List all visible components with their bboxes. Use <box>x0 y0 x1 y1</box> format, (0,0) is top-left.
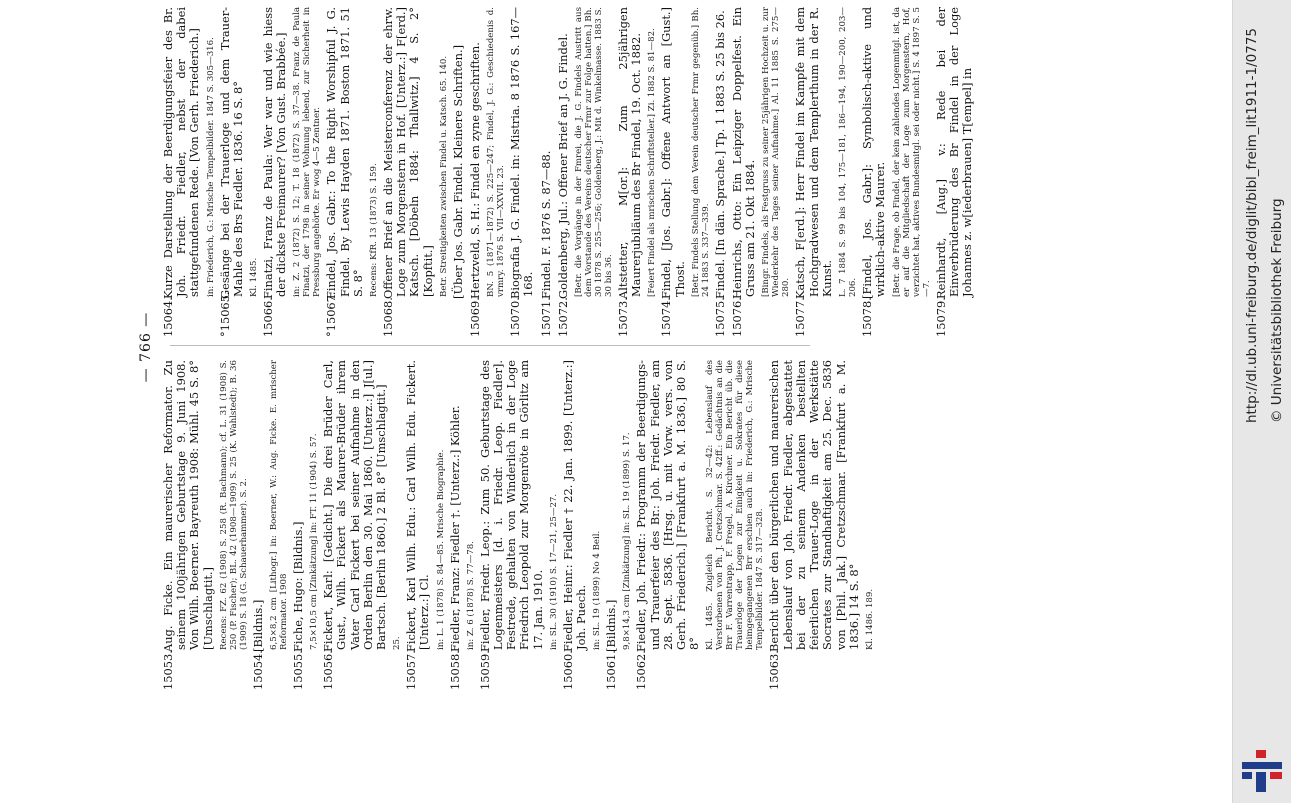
bibliography-entry <box>540 7 553 337</box>
entry-text: Findel. F. 1876 S. 87—88. <box>538 150 553 299</box>
entry-text: Katsch, F[erd.]: Herr Findel im Kampfe mit dem Hochgradwesen und dem Templerthum in der R. Kunst. <box>793 7 834 299</box>
entry-number: 15078. <box>860 297 875 337</box>
entry-note: L. 7 1884 S. 99 bis 104, 175—181, 186—194, 190—200, 203—206. <box>838 7 859 297</box>
entry-text: Kurze Darstellung der Beerdigungsfeier des Br. Joh. Friedr. Fiedler, nebst der dabei stattgefundenen Rede. [Von Gerh. Friederich.] <box>161 7 202 299</box>
entry-note: 7,5×10,5 cm [Zinkätzung] in: FT. 11 (1904) S. 57. <box>309 433 320 650</box>
entry-number: 15077. <box>793 297 808 337</box>
bibliography-entry <box>605 360 618 690</box>
entry-note: [Bingr. Findels, als Festgruss zu seiner 25jährigen Hochzeit u. zur Wiederkehr des Tages seiner Aufnahme.] Al. 11 1885 S. 275—280. <box>761 7 792 297</box>
bibliography-entry <box>557 7 570 337</box>
viewer-sidebar <box>1232 0 1291 803</box>
entry-note: in: SL. 19 (1899) No 4 Beil. <box>592 530 603 650</box>
entry-text: Fiedler, Heinr.: Fiedler † 22. Jan. 1899. [Unterz.:] Joh. Puech. <box>560 360 589 652</box>
bibliography-entry <box>162 360 215 690</box>
entry-number: 15070. <box>508 297 523 337</box>
entry-number: 15066. <box>261 297 276 337</box>
entry-text: Finatzi, Franz de Paula: Wer war und wie hiess der dickste Freimaurer? [Von Gust. Brabbée.] <box>261 7 289 299</box>
entry-text: [Bildnis.] <box>250 599 265 652</box>
bibliography-entry <box>469 7 482 337</box>
entry-text: Aug. Ficke. Ein maurerischer Reformator. Zu seinem 100jährigen Geburtstage 9. Juni 1908. Von Wilh. Boerner. Bayreuth 1908: Mühl. 45 S. 8° [Umschlagtit.] <box>161 360 215 652</box>
entry-note: Recens: KfR. 13 (1873) S. 159. <box>369 163 380 297</box>
entry-number: 15064. <box>161 297 175 337</box>
entry-number: 15062. <box>634 650 649 690</box>
bibliography-entry <box>452 7 465 337</box>
entry-note: BN. 5 (1871—1872) S. 225—247; Findel, J. G.: Geschiedenis d. vrmry. 1876 S. VII—XXVII. 23. <box>486 7 507 297</box>
bibliography-entry <box>617 7 643 337</box>
entry-text: Fickert, Karl: [Gedicht.] Die drei Brüder Carl, Gust., Wilh. Fickert als Maurer-Brüder ihrem Vater Carl Fickert bei seiner Aufnahme in den Orden Berlin den 30. Mai 1860. [Unterz.:] J[ul.] Bartsch. [Berlin 1860.] 2 Bl. 8° [Umschlagtit.] <box>321 360 389 652</box>
entry-number: 15060. <box>560 650 575 690</box>
entry-note: 6,5×8,2 cm [Lithogr.] in: Boerner, W.: Aug. Ficke. E. mrischer Reformator. 1908 <box>269 360 290 650</box>
entry-text: Fickert, Karl Wilh. Edu.: Carl Wilh. Edu. Fickert. [Unterz.:] Cl. <box>404 360 432 652</box>
entry-number: 15076. <box>730 297 745 337</box>
entry-number: °15067. <box>324 291 339 337</box>
entry-note: 9,8×14,3 cm [Zinkätzung] in: SL. 19 (1899) S. 17. <box>622 432 633 650</box>
bibliography-entry <box>405 360 431 690</box>
bibliography-entry <box>162 7 202 337</box>
bibliography-entry <box>252 360 265 690</box>
entry-text: Reinhardt, [Aug.] v.: Rede bei der Einverbrüderung des Br Findel in der Loge Johannes z. w[iederbrauen] T[empel] in <box>933 7 974 299</box>
entry-note: in: SL. 30 (1910) S. 17—21, 25—27. <box>548 493 559 650</box>
bibliography-entry <box>714 7 727 337</box>
entry-number: 15072. <box>555 297 570 337</box>
bibliography-entry <box>731 7 757 337</box>
copyright-notice: © Universitätsbibliothek Freiburg <box>1269 198 1285 423</box>
entry-number: 15075. <box>712 297 727 337</box>
bibliography-entry <box>479 360 545 690</box>
entry-text: Bericht über den bürgerlichen und maurerischen Lebenslauf von Joh. Friedr. Fiedler, abgestattet bei der zu seinem Andenken bestellten feierlichen Trauer-Loge in der Werkstätte Socrates zur Standhaftigkeit am 25. Dec. 5836 von [Phil. Jak.] Cretzschmar. [Frankfurt a. M. 1836.] 14 S. 8° <box>767 360 861 652</box>
entry-number: 15059. <box>477 650 492 690</box>
bibliography-entry <box>219 7 245 337</box>
entry-number: 15079. <box>933 297 948 337</box>
entry-number: 15058. <box>447 650 462 690</box>
entry-text: Biografia J. G. Findel. in: Mistria. 8 1876 S. 167—168. <box>508 7 536 299</box>
bibliography-entry <box>768 360 860 690</box>
entry-note: Kl. 1486. 189. <box>864 588 875 650</box>
bibliography-entry <box>382 7 435 337</box>
ub-logo-icon <box>1240 748 1284 794</box>
entry-text: Gesänge bei der Trauerloge und dem Trauer-Mahle des Brs Fiedler. 1836. 16 S. 8° <box>217 7 245 299</box>
bibliography-entry <box>660 7 686 337</box>
bibliography-entry <box>562 360 588 690</box>
entry-number: 15063. <box>767 650 782 690</box>
entry-text: Fiche, Hugo: [Bildnis.] <box>291 521 306 652</box>
bibliography-entry <box>509 7 535 337</box>
entry-text: [Bildnis.] <box>604 599 619 652</box>
entry-text: Findel. [In dän. Sprache.] Tp. 1 1883 S. 25 bis 26. <box>712 10 727 299</box>
rotated-page-content <box>120 0 1220 702</box>
entry-note: in: L. 1 (1878) S. 84—85. Mrische Biographie. <box>435 449 446 650</box>
entry-text: Offener Brief an die Meisterconferenz der ehrw. Loge zum Morgenstern in Hof. [Unterz.:] F[erd.] Katsch. [Döbeln 1884: Thallwitz.] 4 S. 2° [Kopftit.] <box>381 7 435 299</box>
source-url[interactable]: http://dl.ub.uni-freiburg.de/diglit/bibl_freim_lit1911-1/0775 <box>1244 27 1260 423</box>
entry-text: Fiedler, Franz: Fiedler †. [Unterz.:] Köhler. <box>447 405 462 652</box>
page-number: — 766 — <box>138 311 154 383</box>
entry-number: 15069. <box>468 297 483 337</box>
entry-note: [Betr. die Frage, ob Findel, der kein zahlendes Logenmitgl. ist, da er auf die Mitgliedschaft der Loge zum Morgenstern, Hof, verzichtet hat, aktives Bundesmitgl. sei oder nicht.] S. 4 1897 S. 5—7. <box>891 7 932 297</box>
entry-number: 15071. <box>538 297 553 337</box>
entry-note: in: Friederich, G.: Mrische Tempelbilder. 1847 S. 305—316. <box>205 37 216 297</box>
bibliography-entry <box>292 360 305 690</box>
entry-text: Findel, [Jos. Gabr.]: Offene Antwort an [Gust.] Thost. <box>659 7 687 299</box>
entry-text: Goldenberg, Jul.: Offener Brief an J. G. Findel. <box>555 33 570 299</box>
bibliography-entry <box>635 360 701 690</box>
bibliography-entry <box>861 7 887 337</box>
entry-number: 15061. <box>604 650 619 690</box>
entry-text: Fiedler, Friedr. Leop.: Zum 50. Geburtstage des Logenmeisters [d. i. Friedr. Leop. Fiedler]. Festrede, gehalten von Winderlich in der Loge Friedrich Leopold zur Morgenröte in Görlitz am 17. Jan. 1910. <box>477 360 545 652</box>
entry-number: 15074. <box>659 297 674 337</box>
entry-note: [Betr. Findels Stellung dem Verein deutscher Frmr gegenüb.] Bh. 24 1883 S. 337—339. <box>690 7 711 297</box>
entry-number: 15053. <box>161 650 175 690</box>
entry-note: Kl. 1485. Zugleich Bericht. S. 32—42: Lebenslauf des Verstorbenen von Ph. J. Cretzschmar. S. 42ff.: Gedächtnis an die Brr F. Varrentrapp, F. Fregel, A. Kirchner. Ein Bericht üb. die Trauerloge der Logen zur Einigkeit u. Sokrates für diese heimgegangenen Brr erschien auch in: Friederich, G.: Mrische Tempelbilder. 1847 S. 317—328. <box>705 360 766 650</box>
entry-text: Hertzveld, S. H.: Findel en zyne geschriften. <box>468 42 483 299</box>
entry-note: [Feiert Findel als mrischen Schriftsteller.] Zi. 1882 S. 81—82. <box>647 28 658 297</box>
entry-number: 15054. <box>250 650 265 690</box>
bibliography-entry <box>935 7 975 337</box>
entry-note: [Betr. die Vorgänge in der Fmrei, die J. G. Findels Austritt aus dem Vorstande des Vereins deutscher Frmr zur Folge hatten.] Bh. 30 1878 S. 255—256; Goldenberg, J.: Mit d. Winkelmasse. 1883 S. 30 bis 36. <box>574 7 615 297</box>
bibliography-entry <box>325 7 365 337</box>
entry-note: 25. <box>392 636 403 650</box>
entry-number: 15068. <box>381 297 396 337</box>
entry-text: Fiedler, Joh. Friedr.: Programm der Beerdigungs- und Trauerfeier des Br.: Joh. Friedr. Fiedler, am 28. Sept. 5836. [Hrsg. u. mit Vorw. vers. von Gerh. Friederich.] [Frankfurt a. M. 1836.] 80 S. 8° <box>634 360 702 652</box>
right-column <box>162 7 978 337</box>
bibliography-entry <box>322 360 388 690</box>
column-divider <box>170 345 810 346</box>
bibliography-entry <box>262 7 288 337</box>
entry-note: Recens: FZ. 62 (1908) S. 258 (R. Bachmann); cf. L. 31 (1908) S. 250 (P. Fischer); BL. 42 (1908—1909) S. 25 (K. Wahlstedt); B. 36 (1909) S. 18 (G. Schauerhammer). S. 2. <box>218 360 249 650</box>
entry-text: Findel, Jos. Gabr.: To the Right Worshipful J. G. Findel. By Lewis Hayden 1871. Boston 1871. 51 S. 8° <box>324 7 365 299</box>
entry-text: [Über Jos. Gabr. Findel. Kleinere Schriften.] <box>450 44 465 299</box>
entry-note: Kl. 1485. <box>249 257 260 297</box>
entry-text: Heinrichs, Otto: Ein Leipziger Doppelfest. Ein Gruss am 21. Okt 1884. <box>730 7 758 299</box>
entry-number: 15055. <box>291 650 306 690</box>
left-column <box>162 360 878 690</box>
entry-number: 15057. <box>404 650 419 690</box>
entry-note: in: Z. 2 (1872) S. 12; T. 18 (1872) S. 37—38. Franz de Paula Finatzi, der 1798 in seiner Wohnung lebend, zur Sicherheit in Pressburg angehörte. Er wog 4—5 Zentner. <box>292 7 323 297</box>
entry-number: 15056. <box>321 650 336 690</box>
entry-note: in: Z. 6 (1878) S. 77—78. <box>465 541 476 650</box>
bibliography-entry <box>449 360 462 690</box>
entry-text: [Findel, Jos. Gabr.]: Symbolisch-aktive und wirklich-aktive Maurer. <box>860 7 888 299</box>
entry-number: °15065. <box>217 291 232 337</box>
entry-note: Betr. Streitigkeiten zwischen Findel u. Katsch. 65. 140. <box>438 55 449 297</box>
entry-text: Altstetter, M[or.]: Zum 25jährigen Maurerjubiläum des Br Findel, 19. Oct. 1882. <box>616 7 644 299</box>
entry-number: 15073. <box>616 297 631 337</box>
bibliography-entry <box>794 7 834 337</box>
